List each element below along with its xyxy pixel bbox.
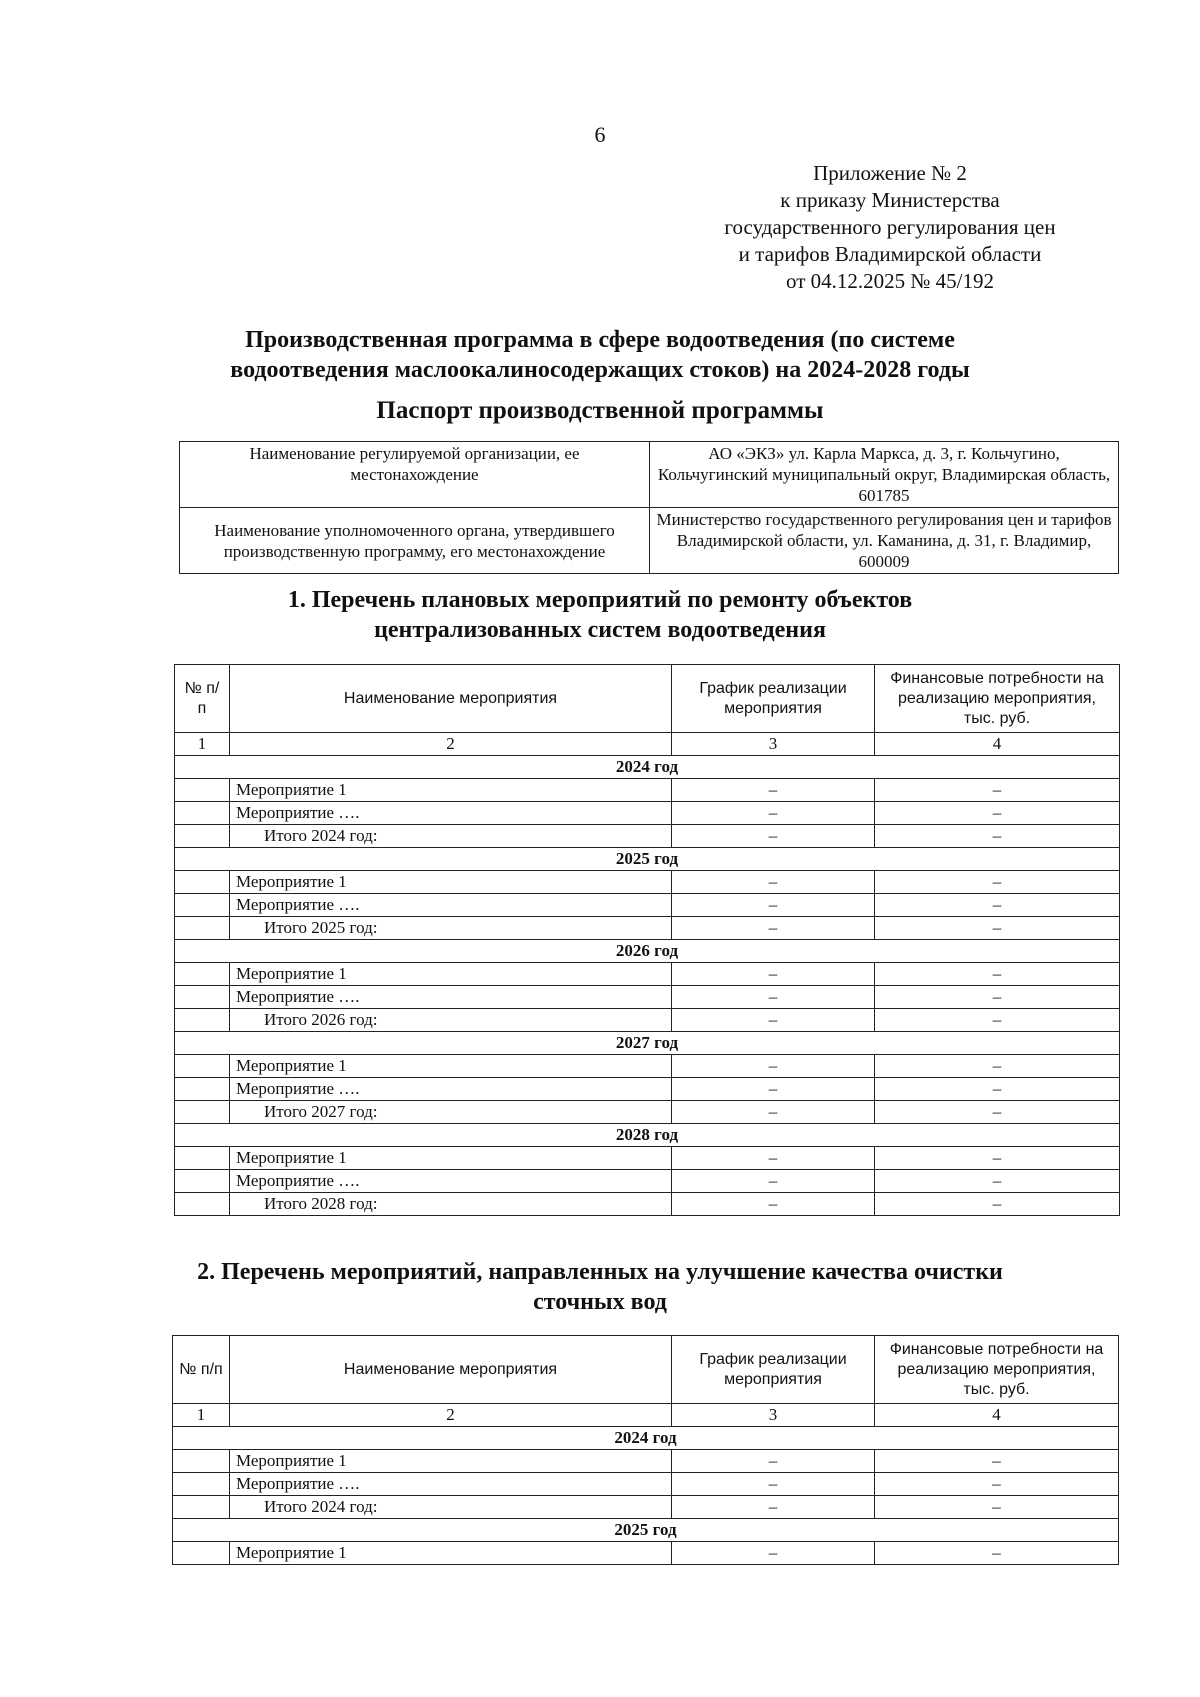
schedule-cell: –	[672, 1055, 875, 1078]
schedule-cell: –	[672, 1193, 875, 1216]
cost-cell: –	[875, 1170, 1120, 1193]
year-row	[175, 848, 1120, 871]
year-label: 2028 год	[175, 1124, 1120, 1147]
total-row	[175, 1101, 1120, 1124]
table-header-row	[173, 1336, 1119, 1404]
cost-cell: –	[875, 1496, 1119, 1519]
event-name-cell: Итого 2025 год:	[230, 917, 672, 940]
cost-cell: –	[875, 802, 1120, 825]
section1-table	[174, 664, 1120, 1216]
event-name-cell: Мероприятие ….	[230, 986, 672, 1009]
row-number-cell	[175, 871, 230, 894]
event-name-cell: Мероприятие 1	[230, 1147, 672, 1170]
section2-table-body	[173, 1336, 1119, 1565]
appendix-line: Приложение № 2	[813, 161, 967, 185]
column-number: 3	[672, 1404, 875, 1427]
schedule-cell: –	[672, 1147, 875, 1170]
row-number-cell	[173, 1542, 230, 1565]
row-number-cell	[175, 1009, 230, 1032]
section1-title-line2: централизованных систем водоотведения	[374, 617, 826, 643]
cost-cell: –	[875, 1473, 1119, 1496]
column-number: 1	[173, 1404, 230, 1427]
passport-label: Наименование уполномоченного органа, утвердившего производственную программу, его местонахождение	[180, 508, 650, 574]
column-header: Финансовые потребности на реализацию мероприятия, тыс. руб.	[875, 665, 1120, 733]
schedule-cell: –	[672, 986, 875, 1009]
column-header: График реализации мероприятия	[672, 665, 875, 733]
row-number-cell	[175, 1101, 230, 1124]
page-number: 6	[594, 122, 606, 147]
event-name-cell: Итого 2024 год:	[230, 1496, 672, 1519]
cost-cell: –	[875, 1101, 1120, 1124]
column-header: № п/п	[173, 1336, 230, 1404]
row-number-cell	[175, 1193, 230, 1216]
cost-cell: –	[875, 986, 1120, 1009]
year-label: 2025 год	[175, 848, 1120, 871]
table-row	[175, 802, 1120, 825]
column-header: № п/п	[175, 665, 230, 733]
event-name-cell: Мероприятие 1	[230, 1055, 672, 1078]
cost-cell: –	[875, 917, 1120, 940]
section1-title	[150, 585, 1050, 645]
column-header: График реализации мероприятия	[672, 1336, 875, 1404]
schedule-cell: –	[672, 1170, 875, 1193]
row-number-cell	[175, 1170, 230, 1193]
column-number: 4	[875, 1404, 1119, 1427]
schedule-cell: –	[672, 1496, 875, 1519]
schedule-cell: –	[672, 1078, 875, 1101]
column-header: Наименование мероприятия	[230, 1336, 672, 1404]
table-row	[173, 1450, 1119, 1473]
table-row	[175, 1055, 1120, 1078]
total-row	[175, 825, 1120, 848]
table-row	[175, 894, 1120, 917]
event-name-cell: Мероприятие 1	[230, 1450, 672, 1473]
schedule-cell: –	[672, 1542, 875, 1565]
section2-title-line1: 2. Перечень мероприятий, направленных на улучшение качества очистки	[197, 1259, 1003, 1285]
cost-cell: –	[875, 1450, 1119, 1473]
year-row	[175, 1124, 1120, 1147]
row-number-cell	[175, 1055, 230, 1078]
document-title	[150, 325, 1050, 385]
passport-heading: Паспорт производственной программы	[376, 397, 824, 424]
event-name-cell: Мероприятие ….	[230, 1078, 672, 1101]
cost-cell: –	[875, 963, 1120, 986]
column-header: Наименование мероприятия	[230, 665, 672, 733]
appendix-line: к приказу Министерства	[780, 188, 1000, 212]
table-row	[175, 1078, 1120, 1101]
row-number-cell	[173, 1450, 230, 1473]
table-row	[175, 1170, 1120, 1193]
row-number-cell	[175, 1078, 230, 1101]
passport-label: Наименование регулируемой организации, ее местонахождение	[180, 442, 650, 508]
document-title-line2: водоотведения маслоокалиносодержащих стоков) на 2024-2028 годы	[230, 357, 970, 383]
column-number: 1	[175, 733, 230, 756]
table-row	[175, 963, 1120, 986]
year-label: 2027 год	[175, 1032, 1120, 1055]
row-number-cell	[175, 1147, 230, 1170]
cost-cell: –	[875, 1055, 1120, 1078]
table-row	[175, 1147, 1120, 1170]
total-row	[175, 917, 1120, 940]
section2-table	[172, 1335, 1119, 1565]
table-row	[175, 871, 1120, 894]
table-row	[173, 1473, 1119, 1496]
passport-value: Министерство государственного регулирования цен и тарифов Владимирской области, ул. Каманина, д. 31, г. Владимир, 600009	[650, 508, 1119, 574]
passport-row	[180, 442, 1119, 508]
appendix-line: от 04.12.2025 № 45/192	[785, 269, 995, 293]
schedule-cell: –	[672, 871, 875, 894]
row-number-cell	[175, 917, 230, 940]
document-title-line1: Производственная программа в сфере водоотведения (по системе	[245, 327, 955, 353]
cost-cell: –	[875, 1009, 1120, 1032]
event-name-cell: Мероприятие ….	[230, 1473, 672, 1496]
year-label: 2024 год	[175, 756, 1120, 779]
passport-value: АО «ЭКЗ» ул. Карла Маркса, д. 3, г. Кольчугино, Кольчугинский муниципальный округ, Владимирская область, 601785	[650, 442, 1119, 508]
row-number-cell	[173, 1473, 230, 1496]
event-name-cell: Мероприятие ….	[230, 1170, 672, 1193]
event-name-cell: Итого 2028 год:	[230, 1193, 672, 1216]
column-number: 3	[672, 733, 875, 756]
schedule-cell: –	[672, 802, 875, 825]
cost-cell: –	[875, 1542, 1119, 1565]
event-name-cell: Мероприятие ….	[230, 894, 672, 917]
row-number-cell	[175, 894, 230, 917]
schedule-cell: –	[672, 917, 875, 940]
event-name-cell: Итого 2027 год:	[230, 1101, 672, 1124]
appendix-block	[690, 160, 1090, 295]
appendix-line: государственного регулирования цен	[724, 215, 1056, 239]
table-row	[175, 986, 1120, 1009]
row-number-cell	[175, 802, 230, 825]
event-name-cell: Мероприятие 1	[230, 779, 672, 802]
year-row	[175, 756, 1120, 779]
row-number-cell	[175, 986, 230, 1009]
passport-row	[180, 508, 1119, 574]
column-number: 2	[230, 1404, 672, 1427]
event-name-cell: Мероприятие ….	[230, 802, 672, 825]
year-row	[175, 1032, 1120, 1055]
schedule-cell: –	[672, 1101, 875, 1124]
column-number: 4	[875, 733, 1120, 756]
year-row	[173, 1427, 1119, 1450]
section2-title-line2: сточных вод	[533, 1289, 667, 1315]
total-row	[175, 1009, 1120, 1032]
column-number-row	[175, 733, 1120, 756]
passport-table	[179, 441, 1119, 574]
event-name-cell: Итого 2026 год:	[230, 1009, 672, 1032]
event-name-cell: Итого 2024 год:	[230, 825, 672, 848]
row-number-cell	[175, 825, 230, 848]
row-number-cell	[175, 963, 230, 986]
schedule-cell: –	[672, 825, 875, 848]
schedule-cell: –	[672, 963, 875, 986]
table-row	[173, 1542, 1119, 1565]
cost-cell: –	[875, 779, 1120, 802]
row-number-cell	[173, 1496, 230, 1519]
section1-title-line1: 1. Перечень плановых мероприятий по ремонту объектов	[287, 587, 913, 613]
section1-table-body	[175, 665, 1120, 1216]
event-name-cell: Мероприятие 1	[230, 963, 672, 986]
row-number-cell	[175, 779, 230, 802]
total-row	[173, 1496, 1119, 1519]
event-name-cell: Мероприятие 1	[230, 871, 672, 894]
event-name-cell: Мероприятие 1	[230, 1542, 672, 1565]
year-label: 2026 год	[175, 940, 1120, 963]
year-row	[173, 1519, 1119, 1542]
schedule-cell: –	[672, 1450, 875, 1473]
total-row	[175, 1193, 1120, 1216]
schedule-cell: –	[672, 1473, 875, 1496]
column-number-row	[173, 1404, 1119, 1427]
year-row	[175, 940, 1120, 963]
year-label: 2024 год	[173, 1427, 1119, 1450]
year-label: 2025 год	[173, 1519, 1119, 1542]
table-header-row	[175, 665, 1120, 733]
cost-cell: –	[875, 825, 1120, 848]
schedule-cell: –	[672, 779, 875, 802]
section2-title	[150, 1257, 1050, 1317]
cost-cell: –	[875, 1193, 1120, 1216]
column-number: 2	[230, 733, 672, 756]
column-header: Финансовые потребности на реализацию мероприятия, тыс. руб.	[875, 1336, 1119, 1404]
appendix-line: и тарифов Владимирской области	[738, 242, 1042, 266]
cost-cell: –	[875, 1078, 1120, 1101]
table-row	[175, 779, 1120, 802]
schedule-cell: –	[672, 1009, 875, 1032]
cost-cell: –	[875, 894, 1120, 917]
cost-cell: –	[875, 1147, 1120, 1170]
cost-cell: –	[875, 871, 1120, 894]
schedule-cell: –	[672, 894, 875, 917]
